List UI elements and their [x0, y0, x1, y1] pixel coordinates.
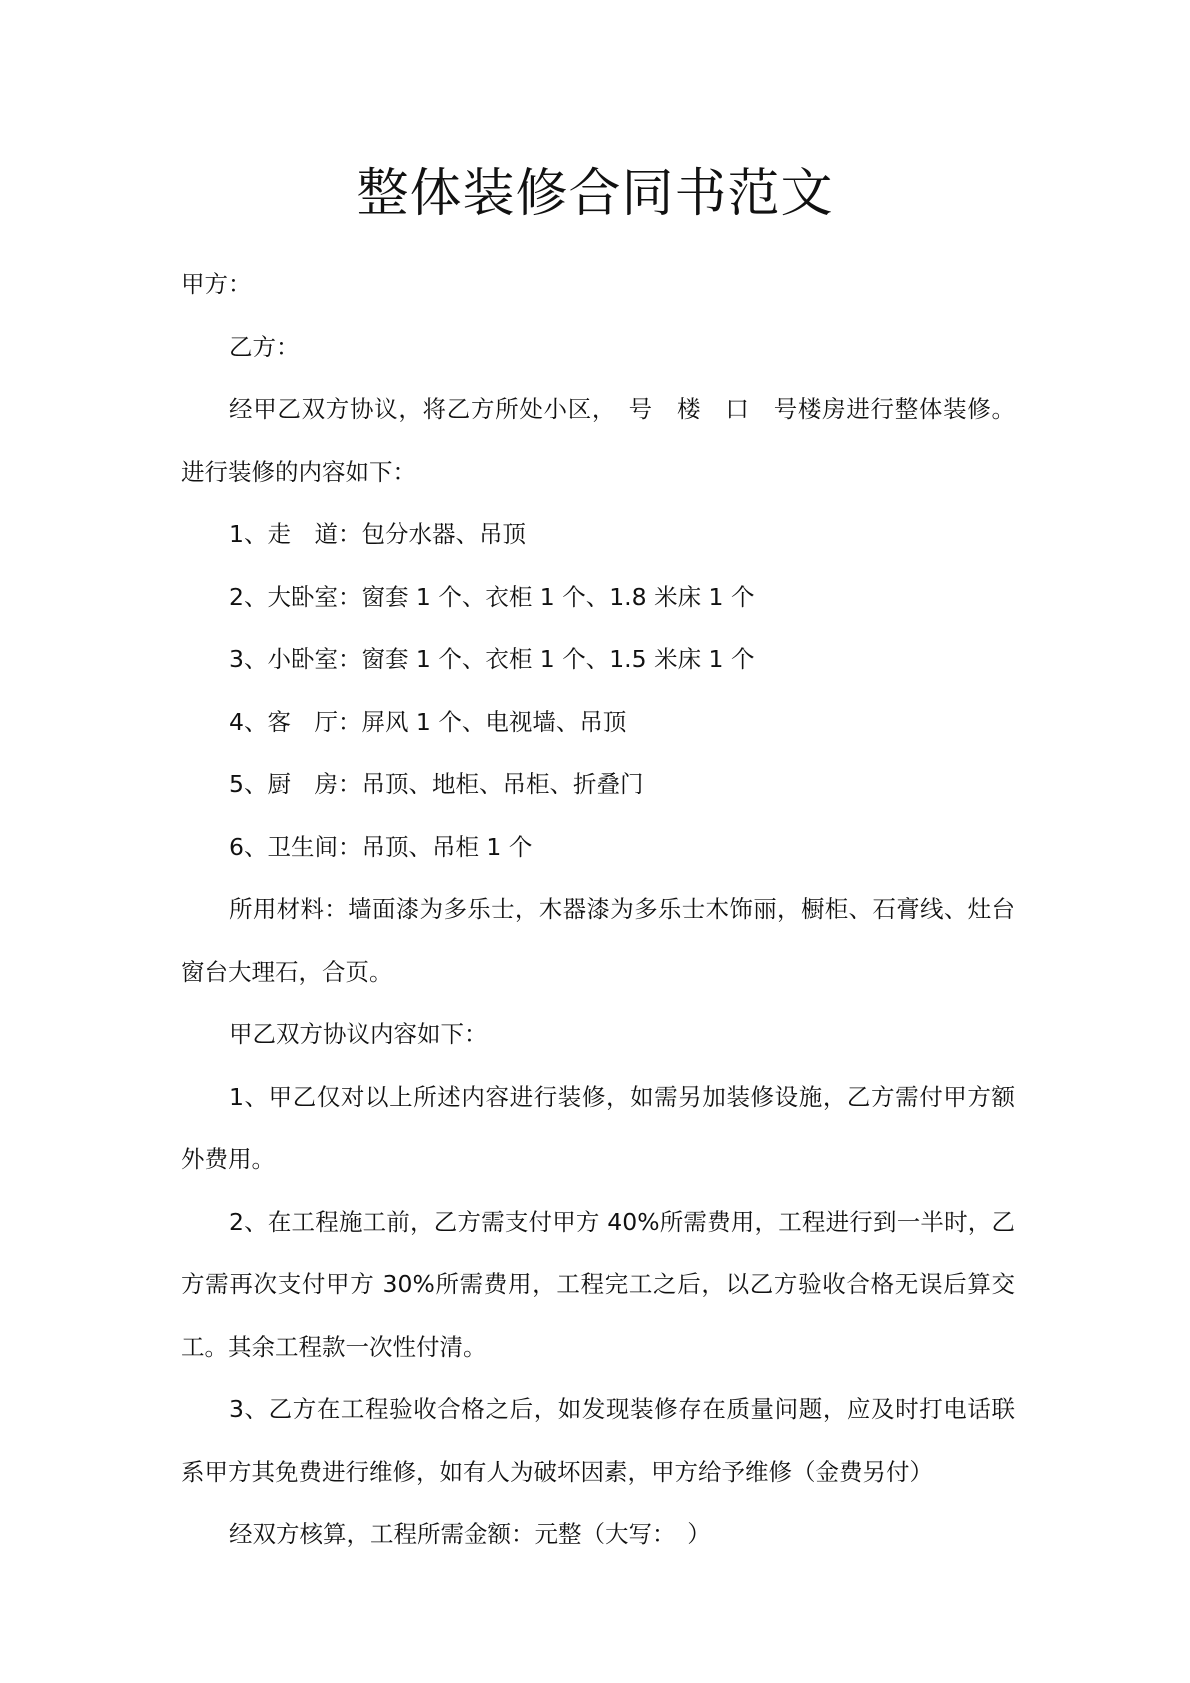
- paragraph: 甲乙双方协议内容如下：: [229, 1020, 488, 1048]
- paragraph: 经双方核算，工程所需金额：元整（大写： ）: [229, 1520, 711, 1548]
- paragraph: 乙方：: [229, 332, 300, 361]
- paragraph: 1、甲乙仅对以上所述内容进行装修，如需另加装修设施，乙方需付甲方额外费用。: [181, 1082, 1015, 1173]
- paragraph: 4、客 厅：屏风 1 个、电视墙、吊顶: [229, 707, 627, 736]
- paragraph: 2、大卧室：窗套 1 个、衣柜 1 个、1.8 米床 1 个: [229, 582, 755, 611]
- paragraph: 经甲乙双方协议，将乙方所处小区， 号 楼 口 号楼房进行整体装修。进行装修的内容如下：: [181, 395, 1015, 486]
- paragraph: 6、卫生间：吊顶、吊柜 1 个: [229, 832, 533, 861]
- paragraph: 2、在工程施工前，乙方需支付甲方 40%所需费用，工程进行到一半时，乙方需再次支付甲方 30%所需费用，工程完工之后，以乙方验收合格无误后算交工。其余工程款一次性付清。: [181, 1207, 1015, 1361]
- paragraph: 5、厨 房：吊顶、地柜、吊柜、折叠门: [229, 770, 644, 798]
- paragraph: 所用材料：墙面漆为多乐士，木器漆为多乐士木饰丽，橱柜、石膏线、灶台窗台大理石，合页。: [181, 895, 1015, 986]
- document-body: [181, 253, 1015, 1566]
- paragraph: 1、走 道：包分水器、吊顶: [229, 520, 526, 548]
- paragraph: 3、小卧室：窗套 1 个、衣柜 1 个、1.5 米床 1 个: [229, 645, 755, 673]
- paragraph: 3、乙方在工程验收合格之后，如发现装修存在质量问题，应及时打电话联系甲方其免费进行维修，如有人为破坏因素，甲方给予维修（金费另付）: [181, 1395, 1015, 1486]
- document-title: 整体装修合同书范文: [356, 164, 834, 224]
- paragraph: 甲方：: [181, 270, 252, 298]
